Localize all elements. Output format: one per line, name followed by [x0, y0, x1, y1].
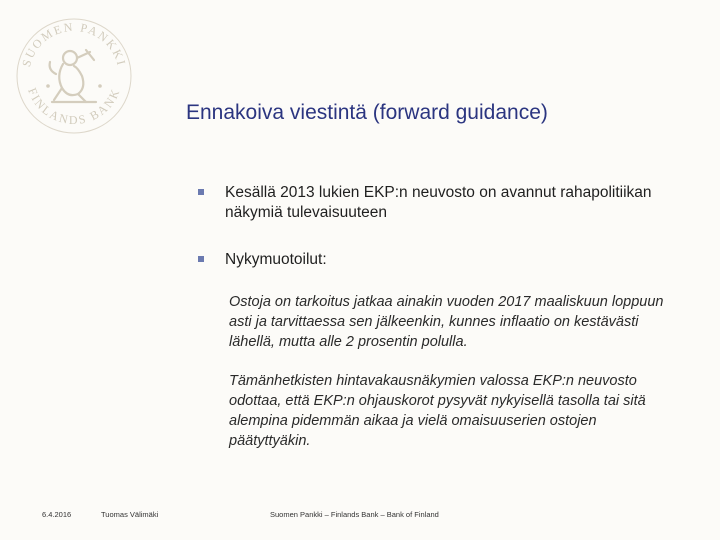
- logo-text-bottom: FINLANDS BANK: [25, 85, 123, 128]
- bullet-text: Nykymuotoilut:: [225, 251, 327, 268]
- square-bullet-icon: [198, 189, 204, 195]
- footer-date: 6.4.2016: [42, 510, 72, 519]
- quote-text: Tämänhetkisten hintavakausnäkymien valossa EKP:n neuvosto odottaa, että EKP:n ohjauskorot pysyvät nykyisellä tasolla tai sitä alempina pidemmän aikaa ja vielä omaisuuserien ostojen päätyttyäkin.: [229, 373, 646, 449]
- bullet-text: Kesällä 2013 lukien EKP:n neuvosto on avannut rahapolitiikan näkymiä tulevaisuuteen: [225, 184, 652, 221]
- footer-author: Tuomas Välimäki: [101, 510, 159, 519]
- svg-text:SUOMEN PANKKI: [19, 20, 129, 69]
- quote-text: Ostoja on tarkoitus jatkaa ainakin vuoden 2017 maaliskuun loppuun asti ja tarvittaessa sen jälkeenkin, kunnes inflaatio on kestävästi lähellä, mutta alle 2 prosentin polulla.: [229, 294, 664, 350]
- logo-text-top: SUOMEN PANKKI: [19, 19, 129, 69]
- slide-title: Ennakoiva viestintä (forward guidance): [186, 101, 548, 124]
- footer-organization: Suomen Pankki – Finlands Bank – Bank of Finland: [270, 510, 439, 519]
- bullet-item: [198, 183, 668, 223]
- bank-of-finland-logo: [12, 14, 136, 138]
- square-bullet-icon: [198, 256, 204, 262]
- svg-text:FINLANDS BANK: [25, 86, 123, 127]
- bullet-item: [198, 250, 668, 270]
